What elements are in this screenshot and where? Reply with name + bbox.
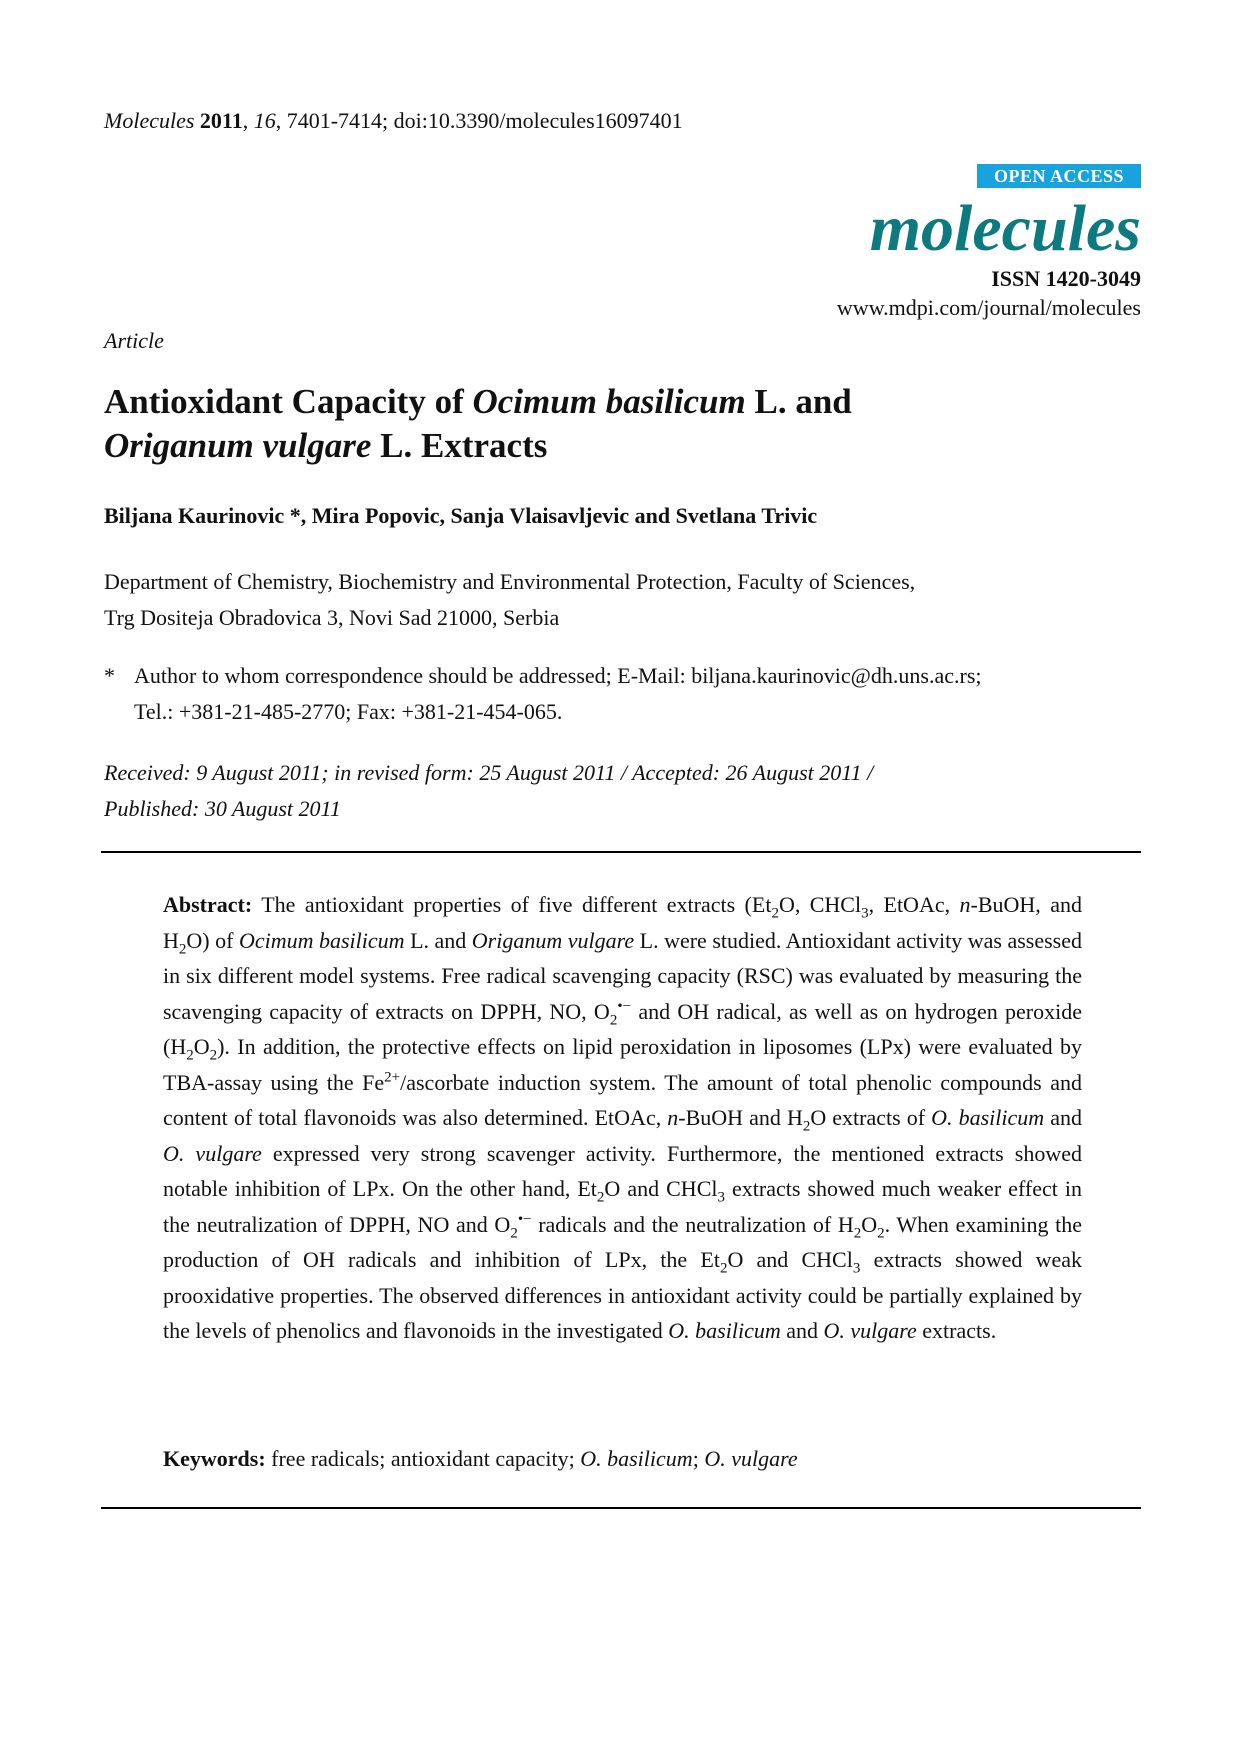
- affiliation: Department of Chemistry, Biochemistry and Environmental Protection, Faculty of Sciences, Trg Dositeja Obradovica 3, Novi Sad 21000, Serbia: [104, 569, 916, 630]
- authors: Biljana Kaurinovic *, Mira Popovic, Sanja Vlaisavljevic and Svetlana Trivic: [104, 503, 818, 528]
- keywords: Keywords: free radicals; antioxidant capacity; O. basilicum; O. vulgare: [163, 1446, 798, 1471]
- publication-dates: Received: 9 August 2011; in revised form: 25 August 2011 / Accepted: 26 August 2011 / Published: 30 August 2011: [104, 760, 874, 821]
- citation-line: Molecules 2011, 16, 7401-7414; doi:10.3390/molecules16097401: [104, 108, 683, 133]
- journal-url[interactable]: www.mdpi.com/journal/molecules: [836, 295, 1141, 320]
- correspondence: * Author to whom correspondence should be addressed; E-Mail: biljana.kaurinovic@dh.uns.ac.rs; Tel.: +381-21-485-2770; Fax: +381-21-454-065.: [104, 663, 982, 724]
- open-access-badge: OPEN ACCESS: [977, 164, 1141, 188]
- top-divider: [101, 851, 1141, 853]
- issn: ISSN 1420-3049: [991, 266, 1141, 291]
- article-type: Article: [104, 328, 164, 353]
- bottom-divider: [101, 1507, 1141, 1509]
- abstract: Abstract: The antioxidant properties of five different extracts ($Et_2O$, CHCl$_3$, EtOAc, n-BuOH, and $H_2O$) of Ocimum basilicum L. and Origanum vulgare L. were studied. Antioxidant activity was assessed in six different model systems. Free radical scavenging capacity (RSC) was evaluated by measuring the scavenging capacity of extracts on DPPH, NO, $O_2^{•-}$ and OH radical, as well as on hydrogen peroxide $(H_2O_2)$. In addition, the protective effects on lipid peroxidation in liposomes (LPx) were evaluated by TBA-assay using the $Fe^{2+}$/ascorbate induction system. The amount of total phenolic compounds and content of total flavonoids was also determined. EtOAc, n-BuOH and $H_2O$ extracts of O. basilicum and O. vulgare expressed very strong scavenger activity. Furthermore, the mentioned extracts showed notable inhibition of LPx. On the other hand, $Et_2O$ and CHCl$_3$ extracts showed much weaker effect in the neutralization of DPPH, NO and $O_2^{•-}$ radicals and the neutralization of $H_2O_2$. When examining the production of OH radicals and inhibition of LPx, the $Et_2O$ and CHCl$_3$ extracts showed weak prooxidative properties. The observed differences in antioxidant activity could be partially explained by the levels of phenolics and flavonoids in the investigated O. basilicum and O. vulgare extracts.: [163, 892, 1083, 1343]
- journal-logo: molecules: [869, 192, 1141, 265]
- article-title: Antioxidant Capacity of Ocimum basilicum L. and Origanum vulgare L. Extracts: [104, 382, 852, 465]
